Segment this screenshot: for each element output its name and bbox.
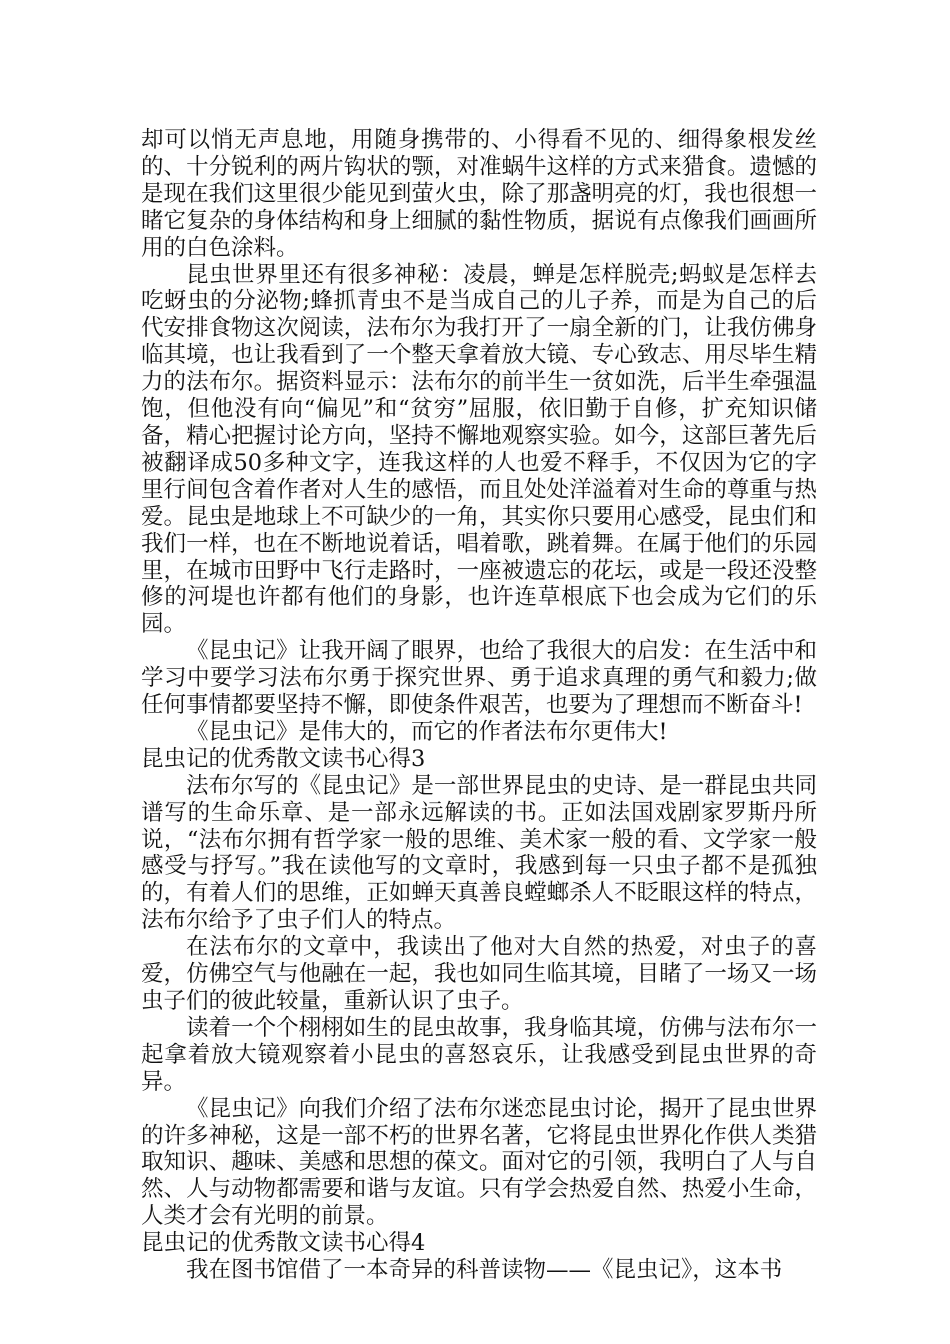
paragraph-lifelike-stories: 读着一个个栩栩如生的昆虫故事，我身临其境，仿佛与法布尔一起拿着放大镜观察着小昆虫的喜怒哀乐，让我感受到昆虫世界的奇异。 <box>141 1014 817 1095</box>
section-heading-4: 昆虫记的优秀散文读书心得4 <box>141 1230 426 1257</box>
paragraph-epic: 法布尔写的《昆虫记》是一部世界昆虫的史诗、是一群昆虫共同谱写的生命乐章、是一部永远解读的书。正如法国戏剧家罗斯丹所说，“法布尔拥有哲学家一般的思维、美术家一般的看、文学家一般感受与抒写。”我在读他写的文章时，我感到每一只虫子都不是孤独的，有着人们的思维，正如蝉天真善良螳螂杀人不眨眼这样的特点，法布尔给予了虫子们人的特点。 <box>141 772 817 934</box>
paragraph-masterpiece: 《昆虫记》向我们介绍了法布尔迷恋昆虫讨论，揭开了昆虫世界的许多神秘，这是一部不朽的世界名著，它将昆虫世界化作供人类猎取知识、趣味、美感和思想的葆文。面对它的引领，我明白了人与自然、人与动物都需要和谐与友谊。只有学会热爱自然、热爱小生命，人类才会有光明的前景。 <box>141 1095 817 1230</box>
section-heading-3: 昆虫记的优秀散文读书心得3 <box>141 745 426 772</box>
paragraph-love-of-nature: 在法布尔的文章中，我读出了他对大自然的热爱，对虫子的喜爱，仿佛空气与他融在一起，我也如同生临其境，目睹了一场又一场虫子们的彼此较量，重新认识了虫子。 <box>141 934 817 1014</box>
document-page <box>141 127 817 1284</box>
paragraph-firefly: 却可以悄无声息地，用随身携带的、小得看不见的、细得象根发丝的、十分锐利的两片钩状的颚，对准蜗牛这样的方式来猎食。遗憾的是现在我们这里很少能见到萤火虫，除了那盏明亮的灯，我也很想一睹它复杂的身体结构和身上细腻的黏性物质，据说有点像我们画画所用的白色涂料。 <box>141 127 817 261</box>
paragraph-inspiration: 《昆虫记》让我开阔了眼界，也给了我很大的启发：在生活中和学习中要学习法布尔勇于探究世界、勇于追求真理的勇气和毅力;做任何事情都要坚持不懈，即使条件艰苦，也要为了理想而不断奋斗! <box>141 638 817 719</box>
paragraph-library: 我在图书馆借了一本奇异的科普读物——《昆虫记》，这本书 <box>186 1257 783 1284</box>
paragraph-greatness: 《昆虫记》是伟大的，而它的作者法布尔更伟大! <box>186 718 668 745</box>
paragraph-insect-mysteries: 昆虫世界里还有很多神秘：凌晨，蝉是怎样脱壳;蚂蚁是怎样去吃蚜虫的分泌物;蜂抓青虫不是当成自己的儿子养，而是为自己的后代安排食物这次阅读，法布尔为我打开了一扇全新的门，让我仿佛身临其境，也让我看到了一个整天拿着放大镜、专心致志、用尽毕生精力的法布尔。据资料显示：法布尔的前半生一贫如洗，后半生牵强温饱，但他没有向“偏见”和“贫穷”屈服，依旧勤于自修，扩充知识储备，精心把握讨论方向，坚持不懈地观察实验。如今，这部巨著先后被翻译成50多种文字，连我这样的人也爱不释手，不仅因为它的字里行间包含着作者对人生的感悟，而且处处洋溢着对生命的尊重与热爱。昆虫是地球上不可缺少的一角，其实你只要用心感受，昆虫们和我们一样，也在不断地说着话，唱着歌，跳着舞。在属于他们的乐园里，在城市田野中飞行走路时，一座被遗忘的花坛，或是一段还没整修的河堤也许都有他们的身影，也许连草根底下也会成为它们的乐园。 <box>141 261 817 638</box>
